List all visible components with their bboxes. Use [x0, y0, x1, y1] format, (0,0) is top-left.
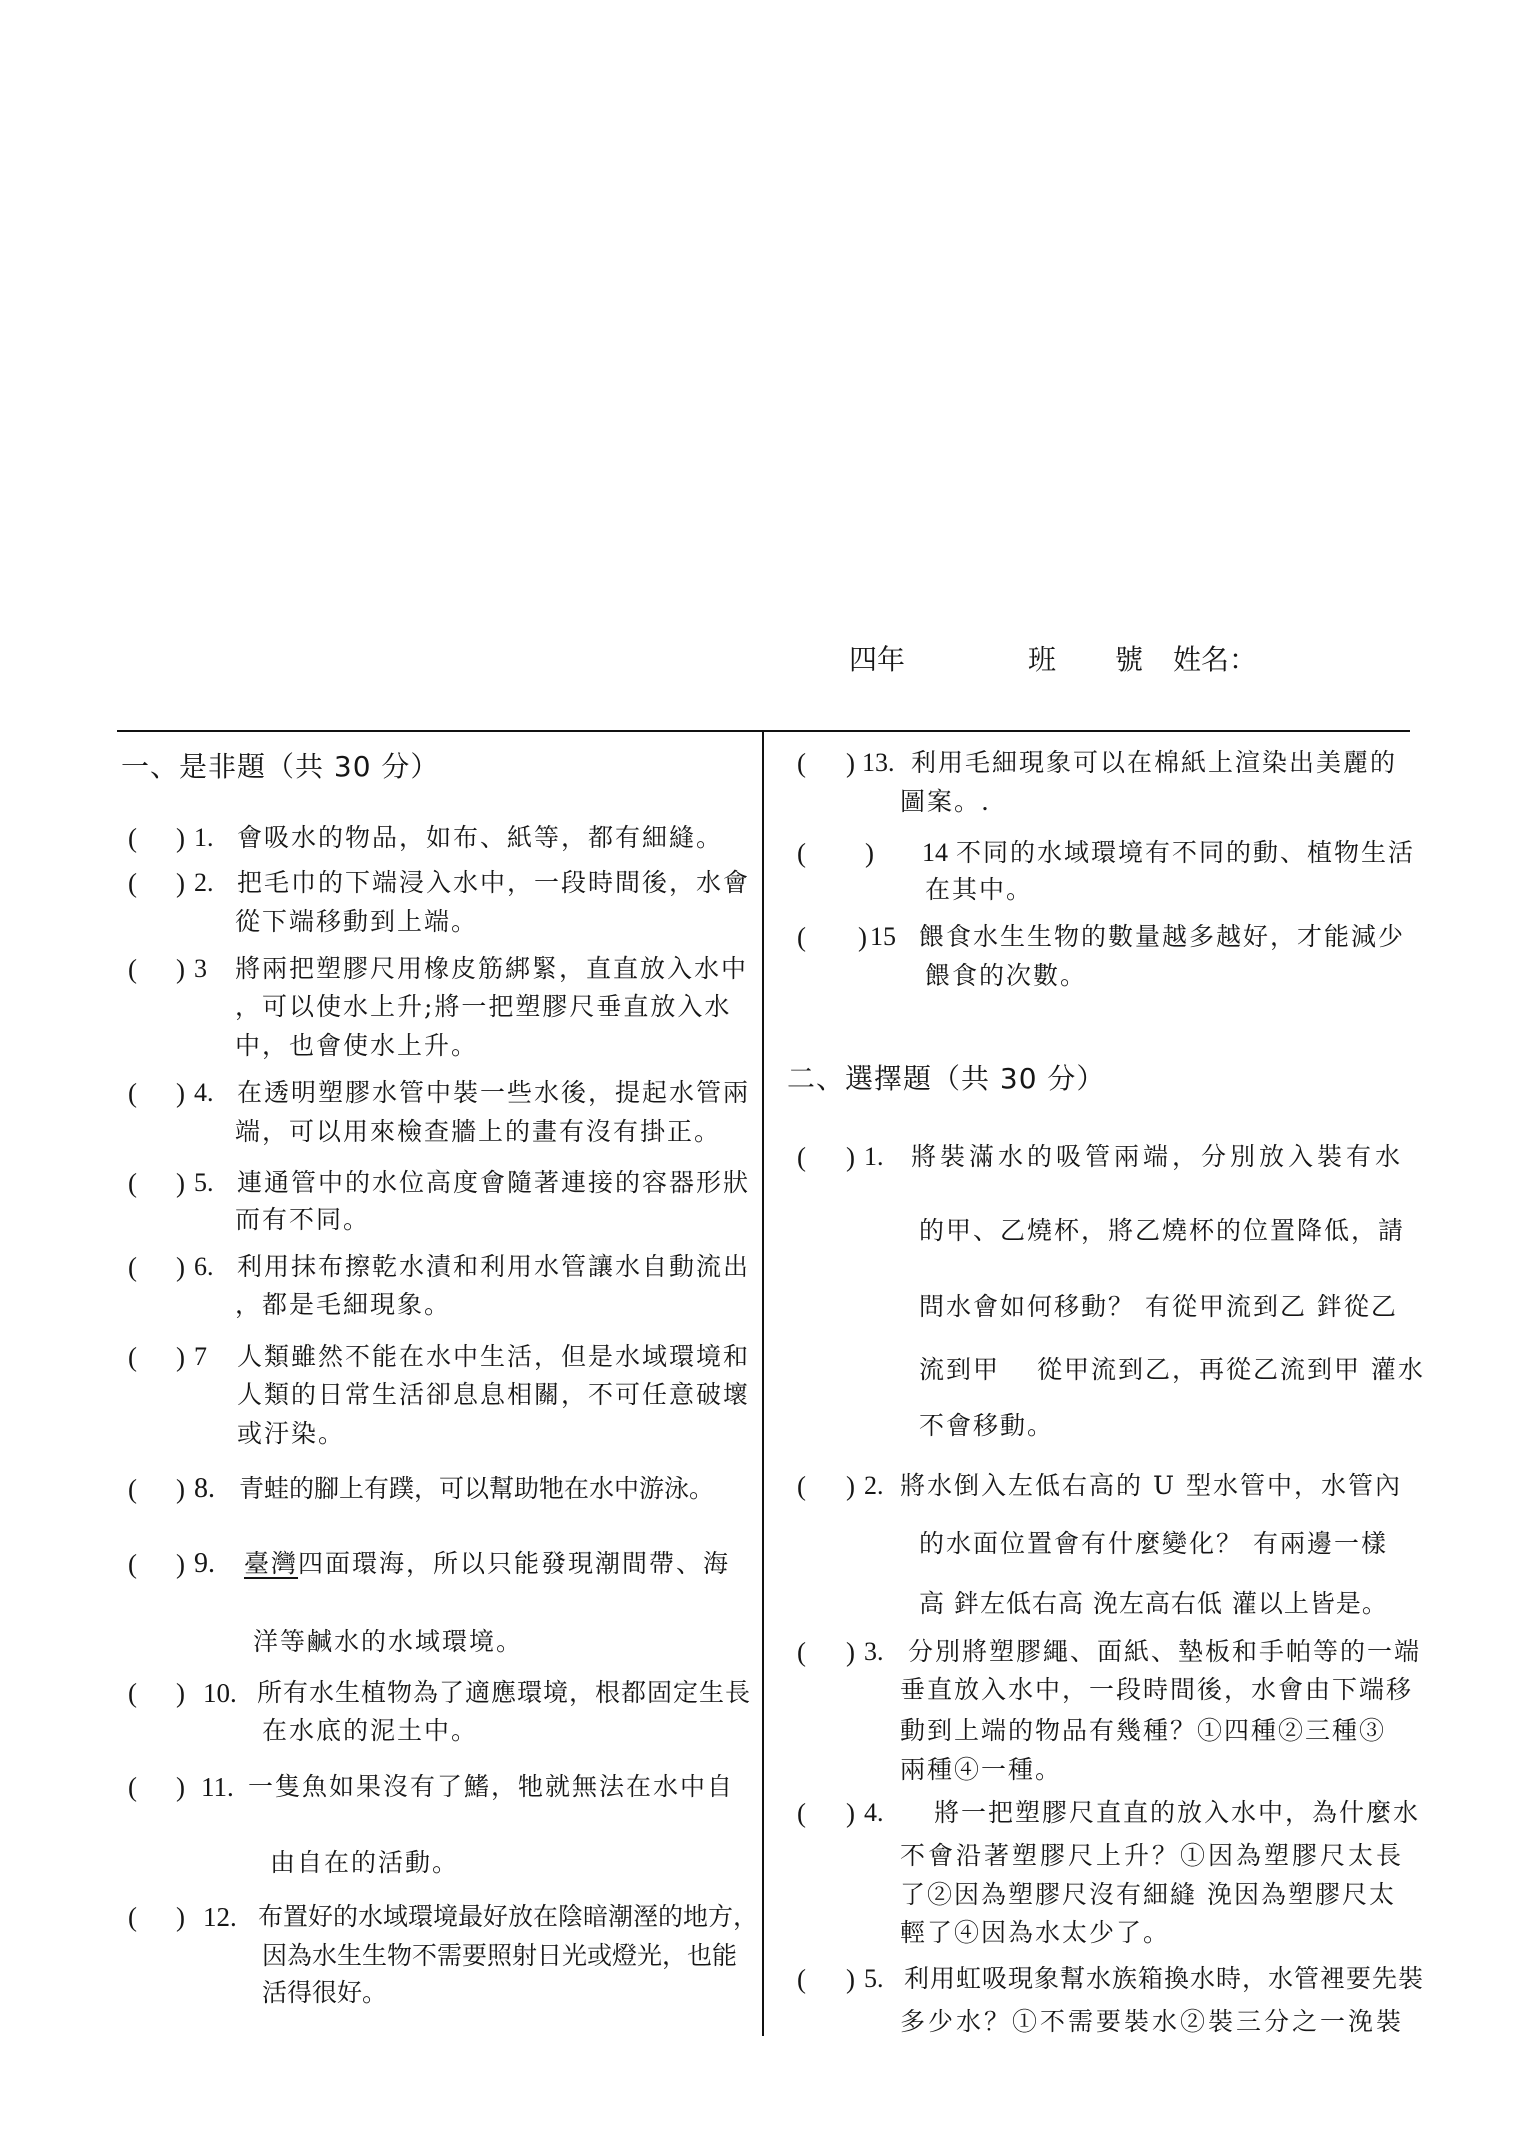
seat-number-label: 號	[1115, 643, 1144, 676]
question-text: 連通管中的水位高度會隨著連接的容器形狀	[237, 1168, 751, 1197]
answer-blank-open: (	[128, 1678, 137, 1708]
answer-blank-close: )	[176, 1902, 185, 1932]
question-text: 將一把塑膠尺直直的放入水中，為什麼水	[934, 1798, 1421, 1827]
answer-blank-close: )	[176, 1168, 185, 1198]
answer-blank-open: (	[797, 1964, 806, 1994]
question-text: 不會移動。	[919, 1411, 1055, 1440]
question-text: 把毛巾的下端浸入水中，一段時間後，水會	[237, 868, 751, 897]
question-number: 1.	[194, 823, 214, 852]
answer-blank-close: )	[176, 1772, 185, 1802]
question-text: 流到甲 從甲流到乙，再從乙流到甲 灌水	[919, 1355, 1425, 1384]
question-text: 不會沿著塑膠尺上升？①因為塑膠尺太長	[900, 1841, 1405, 1870]
answer-blank-close: )	[846, 1798, 855, 1828]
question-number: 13.	[862, 748, 895, 777]
question-text: 中，也會使水上升。	[235, 1031, 479, 1060]
question-number: 6.	[194, 1252, 214, 1281]
answer-blank-open: (	[128, 1902, 137, 1932]
question-text: 多少水？①不需要裝水②裝三分之一浼裝	[900, 2007, 1405, 2036]
question-text: 利用毛細現象可以在棉紙上渲染出美麗的	[911, 748, 1398, 777]
question-text: 圖案。.	[900, 787, 991, 816]
question-text: 餵食水生生物的數量越多越好，才能減少	[919, 922, 1406, 951]
answer-blank-close: )	[176, 1549, 185, 1579]
question-text: 端，可以用來檢查牆上的畫有沒有掛正。	[235, 1117, 722, 1146]
question-number: 14	[922, 838, 948, 867]
answer-blank-open: (	[128, 1772, 137, 1802]
question-text: 或汙染。	[237, 1419, 346, 1448]
question-text: 餵食的次數。	[925, 961, 1088, 990]
question-text: 問水會如何移動？ 有從甲流到乙 鉡從乙	[919, 1292, 1398, 1321]
answer-blank-open: (	[128, 1078, 137, 1108]
question-text	[244, 1549, 730, 1579]
grade-label: 四年	[849, 643, 906, 676]
answer-blank-open: (	[128, 868, 137, 898]
question-text-rest: 四面環海，所以只能發現潮間帶、海	[298, 1549, 731, 1578]
question-number: 11.	[201, 1772, 234, 1802]
question-text: ，都是毛細現象。	[235, 1290, 452, 1319]
answer-blank-open: (	[128, 1474, 137, 1504]
question-text: 高 鉡左低右高 浼左高右低 灌以上皆是。	[919, 1589, 1388, 1618]
question-text: 的甲、乙燒杯，將乙燒杯的位置降低，請	[919, 1216, 1406, 1245]
question-number: 2.	[864, 1471, 884, 1500]
question-text: 的水面位置會有什麼變化？ 有兩邊一樣	[919, 1529, 1388, 1558]
question-text: 青蛙的腳上有蹼，可以幫助牠在水中游泳。	[239, 1474, 715, 1503]
answer-blank-close: )	[176, 1078, 185, 1108]
answer-blank-open: (	[128, 954, 137, 984]
answer-blank-open: (	[128, 1252, 137, 1282]
question-number: 3.	[864, 1637, 884, 1666]
question-text: 動到上端的物品有幾種？①四種②三種③	[900, 1716, 1387, 1745]
question-text: 活得很好。	[262, 1978, 388, 2007]
question-text: 兩種④一種。	[900, 1755, 1063, 1784]
question-number: 10.	[203, 1678, 237, 1708]
answer-blank-close: )	[176, 1342, 185, 1372]
question-text: 垂直放入水中，一段時間後，水會由下端移	[900, 1675, 1414, 1704]
answer-blank-open: (	[128, 1342, 137, 1372]
answer-blank-open: (	[797, 1637, 806, 1667]
question-text: 分別將塑膠繩、面紙、墊板和手帕等的一端	[908, 1637, 1422, 1666]
question-number: 4.	[864, 1798, 884, 1827]
question-text: 了②因為塑膠尺沒有細縫 浼因為塑膠尺太	[900, 1880, 1396, 1909]
question-number: 1.	[864, 1142, 884, 1171]
name-label: 姓名：	[1173, 643, 1258, 676]
answer-blank-open: (	[797, 748, 806, 778]
question-number: 2.	[194, 868, 214, 897]
underlined-place-name: 臺灣	[244, 1549, 299, 1578]
section-title: 二、選擇題（共 30 分）	[787, 1062, 1106, 1095]
question-text: 利用虹吸現象幫水族箱換水時，水管裡要先裝	[904, 1964, 1425, 1993]
answer-blank-close: )	[176, 868, 185, 898]
question-text: 將水倒入左低右高的 U 型水管中，水管內	[900, 1471, 1402, 1500]
class-label: 班	[1028, 643, 1057, 676]
answer-blank-open: (	[797, 838, 806, 868]
question-text: 由自在的活動。	[270, 1848, 460, 1877]
section-title: 一、是非題（共 30 分）	[121, 750, 440, 783]
question-text: 在透明塑膠水管中裝一些水後，提起水管兩	[237, 1078, 751, 1107]
question-text: 所有水生植物為了適應環境，根都固定生長	[257, 1678, 752, 1707]
question-text: 在水底的泥土中。	[262, 1716, 479, 1745]
answer-blank-close: )	[176, 1252, 185, 1282]
question-number: 4.	[194, 1078, 214, 1107]
question-text: 布置好的水域環境最好放在陰暗潮溼的地方，	[258, 1902, 759, 1931]
answer-blank-open: (	[797, 1798, 806, 1828]
answer-blank-close: )	[846, 1471, 855, 1501]
question-text: 而有不同。	[235, 1205, 371, 1234]
question-text: 不同的水域環境有不同的動、植物生活	[956, 838, 1416, 867]
question-number: 12.	[203, 1902, 237, 1932]
question-text: 利用抹布擦乾水漬和利用水管讓水自動流出	[237, 1252, 751, 1281]
question-text: 將兩把塑膠尺用橡皮筋綁緊，直直放入水中	[235, 954, 749, 983]
question-text: 輕了④因為水太少了。	[900, 1918, 1171, 1947]
column-divider	[762, 731, 764, 2036]
question-text: 將裝滿水的吸管兩端，分別放入裝有水	[911, 1142, 1405, 1171]
answer-blank-close: )	[846, 748, 855, 778]
answer-blank-close: )	[865, 838, 874, 868]
answer-blank-open: (	[797, 922, 806, 952]
question-text: 會吸水的物品，如布、紙等，都有細縫。	[237, 823, 724, 852]
answer-blank-close: )	[846, 1142, 855, 1172]
question-number: 5.	[864, 1964, 884, 1993]
answer-blank-close: )	[176, 954, 185, 984]
answer-blank-open: (	[797, 1142, 806, 1172]
answer-blank-close: )	[846, 1964, 855, 1994]
answer-blank-close: )	[176, 1474, 185, 1504]
question-number: 15	[870, 922, 896, 951]
question-text: 洋等鹹水的水域環境。	[253, 1627, 524, 1656]
question-number: 3	[194, 954, 207, 983]
answer-blank-open: (	[128, 1168, 137, 1198]
answer-blank-close: )	[846, 1637, 855, 1667]
question-text: 從下端移動到上端。	[235, 907, 479, 936]
answer-blank-close: )	[858, 922, 867, 952]
question-text: 一隻魚如果沒有了鰭，牠就無法在水中自	[248, 1772, 735, 1801]
question-text: 因為水生生物不需要照射日光或燈光，也能	[262, 1941, 738, 1970]
answer-blank-open: (	[128, 823, 137, 853]
question-number: 7	[194, 1342, 207, 1371]
question-text: ，可以使水上升;將一把塑膠尺垂直放入水	[235, 992, 732, 1021]
answer-blank-open: (	[797, 1471, 806, 1501]
question-number: 8.	[194, 1473, 215, 1504]
question-number: 9.	[194, 1548, 215, 1579]
question-text: 人類的日常生活卻息息相關，不可任意破壞	[237, 1380, 751, 1409]
answer-blank-open: (	[128, 1549, 137, 1579]
question-number: 5.	[194, 1168, 214, 1197]
question-text: 在其中。	[925, 875, 1034, 904]
answer-blank-close: )	[176, 823, 185, 853]
question-text: 人類雖然不能在水中生活，但是水域環境和	[237, 1342, 751, 1371]
answer-blank-close: )	[176, 1678, 185, 1708]
